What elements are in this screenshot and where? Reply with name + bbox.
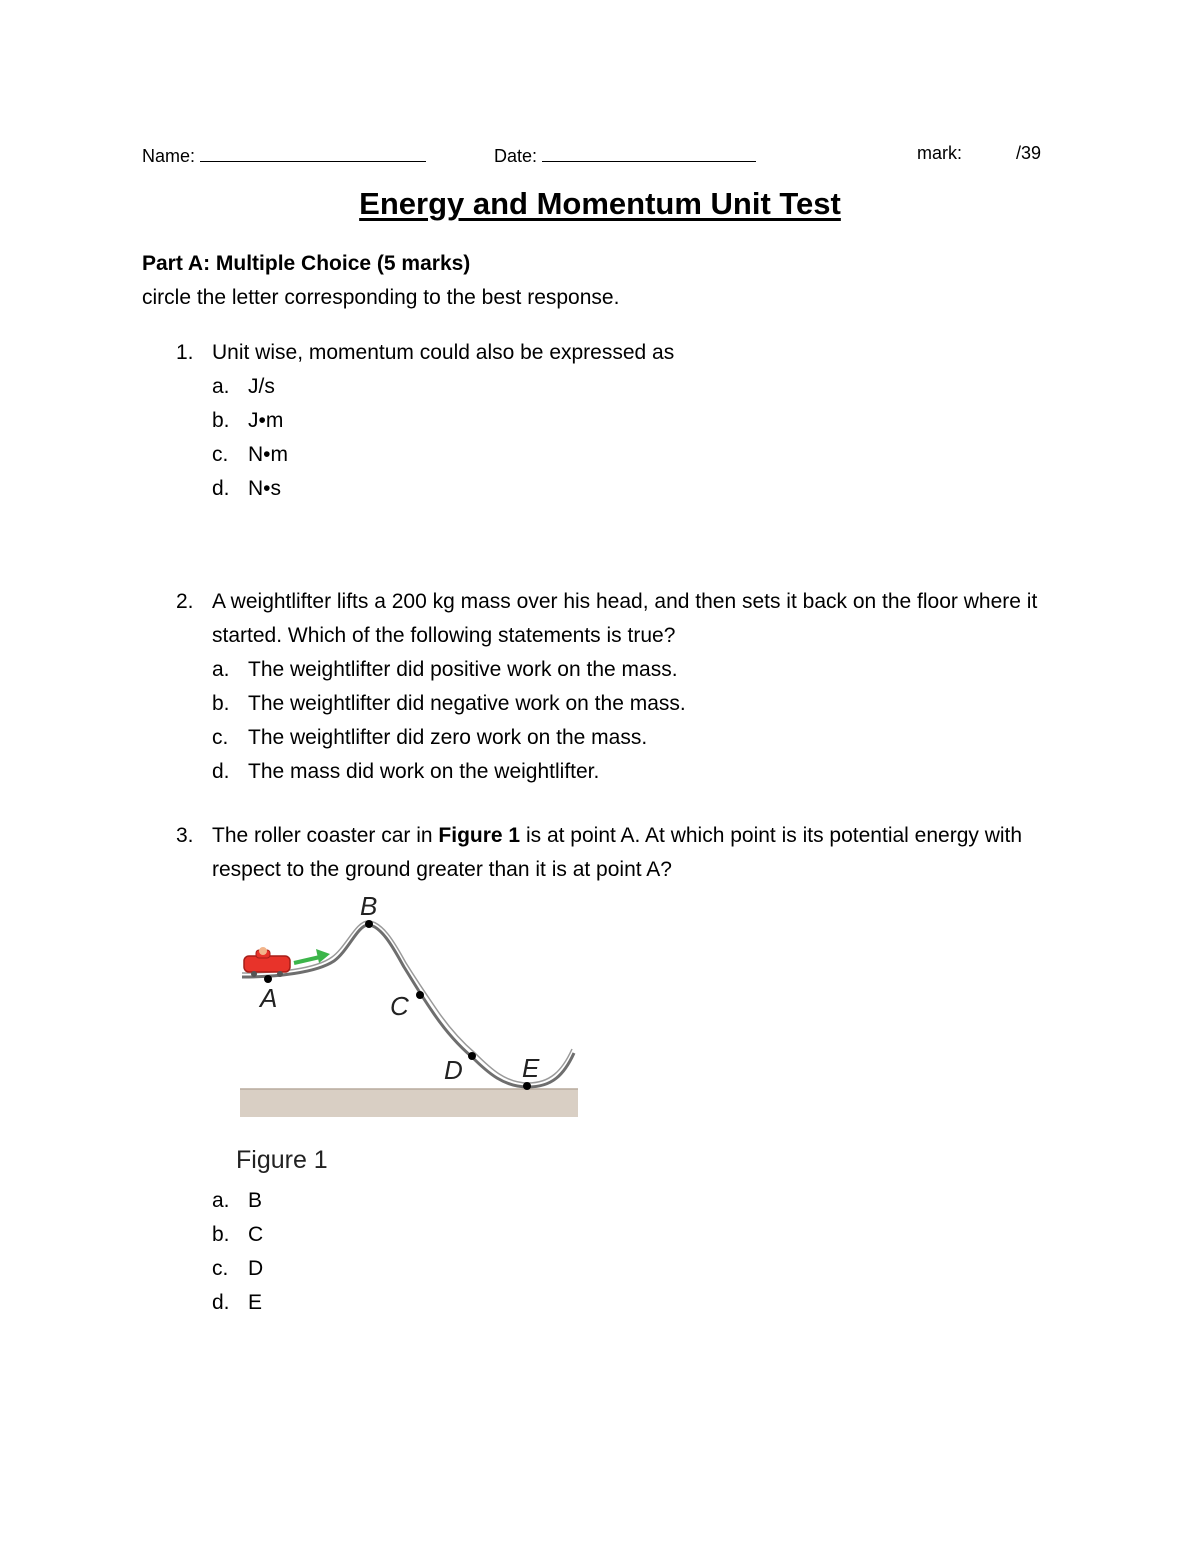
arrow-shaft (294, 957, 320, 963)
name-field[interactable] (142, 143, 426, 167)
option-text: J•m (248, 409, 284, 432)
option-letter[interactable]: a. (212, 375, 230, 398)
option-letter[interactable]: a. (212, 658, 230, 681)
option-a[interactable] (212, 370, 1056, 404)
option-letter[interactable]: c. (212, 443, 229, 466)
option-b[interactable] (212, 1218, 263, 1252)
option-letter[interactable]: d. (212, 477, 230, 500)
name-blank[interactable] (200, 143, 426, 162)
question-text (212, 819, 1056, 887)
option-c[interactable] (212, 1252, 263, 1286)
question-number: 2. (176, 590, 194, 613)
header-row (142, 143, 1052, 169)
option-letter[interactable]: b. (212, 692, 230, 715)
option-a[interactable] (212, 653, 1056, 687)
option-text: The weightlifter did positive work on the mass. (248, 658, 678, 681)
part-a-instruction: circle the letter corresponding to the best response. (142, 286, 620, 309)
arrow-head (316, 949, 330, 963)
point-label: B (360, 893, 378, 921)
option-c[interactable] (212, 721, 1056, 755)
question-text-part: The roller coaster car in (212, 824, 439, 847)
option-text: The weightlifter did zero work on the mass. (248, 726, 648, 749)
mark-label: mark: (917, 143, 962, 163)
question-text-part: is at point A. At which point is its potential energy with respect to the ground greater than it is at point A? (212, 824, 1023, 881)
point-label: D (444, 1055, 463, 1085)
option-letter[interactable]: c. (212, 1257, 229, 1280)
point-d-dot (468, 1052, 476, 1060)
point-a-dot (264, 975, 272, 983)
roller-coaster-car (244, 947, 290, 977)
roller-coaster-diagram (236, 893, 581, 1183)
ground (240, 1089, 578, 1117)
option-d[interactable] (212, 1286, 263, 1320)
rider-head (259, 947, 267, 955)
question-2 (176, 585, 1056, 789)
option-text: J/s (248, 375, 275, 398)
option-text: The mass did work on the weightlifter. (248, 760, 600, 783)
option-letter[interactable]: c. (212, 726, 229, 749)
option-letter[interactable]: d. (212, 760, 230, 783)
option-d[interactable] (212, 755, 1056, 789)
name-label: Name: (142, 146, 196, 166)
option-text: C (248, 1223, 264, 1246)
option-c[interactable] (212, 438, 1056, 472)
car-wheel (277, 971, 283, 977)
option-d[interactable] (212, 472, 1056, 506)
date-blank[interactable] (542, 143, 756, 162)
car-wheel (251, 971, 257, 977)
figure-1 (236, 893, 581, 1183)
point-label: C (390, 991, 409, 1021)
option-text: N•s (248, 477, 282, 500)
option-b[interactable] (212, 687, 1056, 721)
point-b-dot (365, 920, 373, 928)
page-title: Energy and Momentum Unit Test (359, 186, 841, 221)
question-text: A weightlifter lifts a 200 kg mass over his head, and then sets it back on the floor where it started. Which of the following statements is true? (212, 590, 1038, 647)
option-text: The weightlifter did negative work on the mass. (248, 692, 686, 715)
question-3 (176, 819, 1056, 887)
option-a[interactable] (212, 1184, 263, 1218)
option-text: D (248, 1257, 264, 1280)
option-text: B (248, 1189, 263, 1212)
question-text: Unit wise, momentum could also be expressed as (212, 341, 675, 364)
question-number: 3. (176, 824, 194, 847)
mark-total: /39 (1016, 143, 1042, 163)
point-label: A (260, 983, 278, 1013)
point-label: E (522, 1053, 540, 1083)
question-1 (176, 336, 1056, 506)
date-field[interactable] (494, 143, 756, 167)
point-c-dot (416, 991, 424, 999)
option-list (212, 653, 1056, 789)
point-e-dot (523, 1082, 531, 1090)
option-text: E (248, 1291, 263, 1314)
option-letter[interactable]: a. (212, 1189, 230, 1212)
figure-reference: Figure 1 (438, 824, 521, 847)
question-number: 1. (176, 341, 194, 364)
option-list (212, 1184, 263, 1320)
date-label: Date: (494, 146, 538, 166)
option-text: N•m (248, 443, 289, 466)
option-list (212, 370, 1056, 506)
figure-caption: Figure 1 (236, 1146, 328, 1174)
option-letter[interactable]: b. (212, 409, 230, 432)
option-b[interactable] (212, 404, 1056, 438)
option-letter[interactable]: d. (212, 1291, 230, 1314)
part-a-heading: Part A: Multiple Choice (5 marks) (142, 252, 471, 275)
option-letter[interactable]: b. (212, 1223, 230, 1246)
